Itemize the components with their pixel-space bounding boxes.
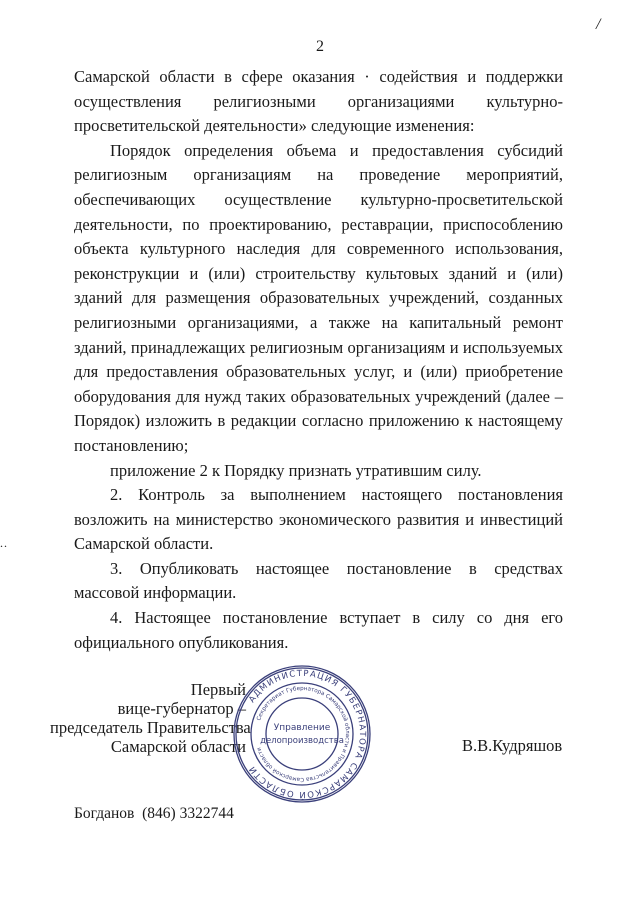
stamp-center-line: Управление xyxy=(273,723,331,733)
executor-contact: Богданов (846) 3322744 xyxy=(74,805,234,822)
paragraph-intro: Самарской области в сфере оказания · содействия и поддержки осуществления религиозными организациями культурно-просветительской деятельности» следующие изменения: xyxy=(74,67,563,136)
stamp-center-line: делопроизводства xyxy=(260,736,344,746)
document-body xyxy=(74,65,563,655)
paragraph-item-4: 4. Настоящее постановление вступает в силу со дня его официального опубликования. xyxy=(74,608,563,652)
paragraph-appendix: приложение 2 к Порядку признать утратившим силу. xyxy=(110,460,482,480)
signatory-title-line: вице-губернатор – xyxy=(117,699,246,718)
paragraph-procedure: Порядок определения объема и предоставления субсидий религиозным организациям на проведение мероприятий, обеспечивающих осуществление культурно-просветительской деятельности, по проектированию, реставрации, приспособлению объекта культурного наследия для современного использования, реконструкции и (или) строительству культовых зданий и (или) зданий для размещения образовательных учреждений, созданных религиозными организациями, а также на капитальный ремонт зданий, принадлежащих религиозным организациям и используемых для предоставления образовательных услуг, и (или) приобретение оборудования для нужд таких образовательных учреждений (далее – Порядок) изложить в редакции согласно приложению к настоящему постановлению; xyxy=(74,140,563,455)
corner-mark: / xyxy=(596,16,601,33)
signatory-title xyxy=(50,680,251,756)
page-number: 2 xyxy=(316,38,324,55)
signatory-title-line: Самарской области xyxy=(110,737,246,756)
stamp-inner-text: Секретариат Губернатора Самарской области и Правительства Самарской области xyxy=(256,685,351,783)
paragraph-item-2: 2. Контроль за выполнением настоящего постановления возложить на министерство экономического развития и инвестиций Самарской области. xyxy=(74,485,563,554)
signatory-title-line: Первый xyxy=(190,680,246,699)
signatory-title-line: председатель Правительства xyxy=(50,718,251,737)
stamp-outer-text: АДМИНИСТРАЦИЯ ГУБЕРНАТОРА САМАРСКОЙ ОБЛАСТИ xyxy=(247,668,368,800)
official-stamp xyxy=(232,664,372,804)
paragraph-item-3: 3. Опубликовать настоящее постановление в средствах массовой информации. xyxy=(74,558,563,603)
signer-name: В.В.Кудряшов xyxy=(462,736,563,755)
margin-mark: .. xyxy=(0,536,8,550)
